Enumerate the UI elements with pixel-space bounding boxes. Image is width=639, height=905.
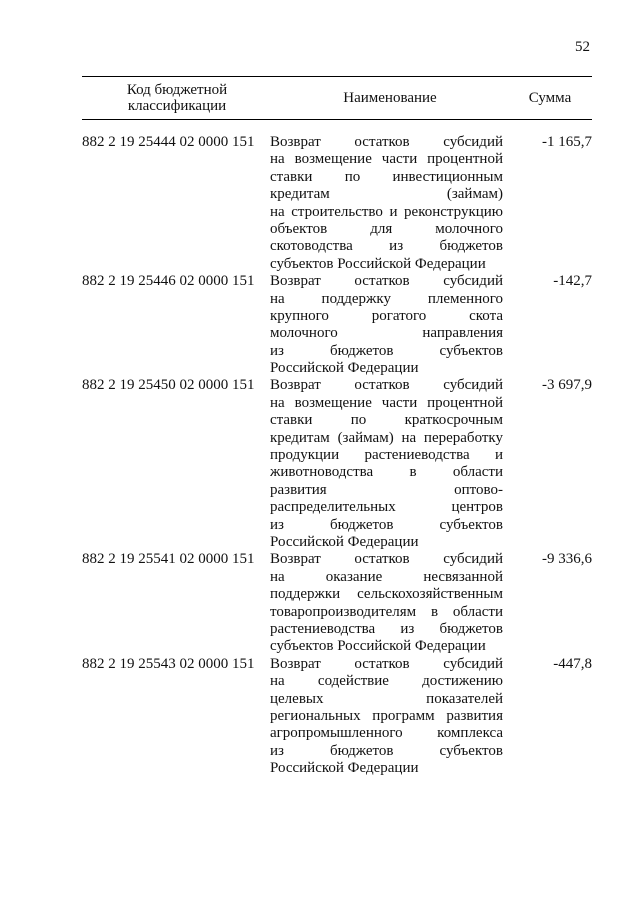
- row-name: [270, 551, 503, 655]
- header-sum: Сумма: [528, 90, 572, 106]
- table-row: [82, 377, 592, 551]
- row-name-line: кредитам (займам): [270, 186, 503, 203]
- row-name-line: целевых показателей: [270, 690, 503, 707]
- row-name: [270, 377, 503, 551]
- row-name-line: региональных программ развития: [270, 707, 503, 724]
- row-sum: -447,8: [553, 655, 592, 672]
- header-code: Код бюджетной классификации: [126, 82, 228, 114]
- row-sum: -142,7: [553, 273, 592, 290]
- row-sum: -3 697,9: [542, 377, 592, 394]
- row-code: 882 2 19 25446 02 0000 151: [82, 273, 255, 290]
- row-code: 882 2 19 25543 02 0000 151: [82, 655, 255, 672]
- row-code: 882 2 19 25541 02 0000 151: [82, 551, 255, 568]
- table-header: [82, 76, 592, 120]
- row-name-line: агропромышленного комплекса: [270, 725, 503, 742]
- row-name-line: кредитам (займам) на переработку: [270, 429, 503, 446]
- row-name-line: Возврат остатков субсидий: [270, 551, 503, 568]
- row-name-line: крупного рогатого скота: [270, 307, 503, 324]
- row-name-line: на содействие достижению: [270, 673, 503, 690]
- row-name-line: на строительство и реконструкцию: [270, 203, 503, 220]
- row-name-line: Возврат остатков субсидий: [270, 134, 503, 150]
- row-name-line: Российской Федерации: [270, 760, 419, 777]
- table-row: [82, 656, 592, 778]
- row-sum: -1 165,7: [542, 134, 592, 150]
- row-name-line: Возврат остатков субсидий: [270, 273, 503, 290]
- row-name-line: объектов для молочного: [270, 220, 503, 237]
- row-name-line: молочного направления: [270, 325, 503, 342]
- row-name-line: ставки по краткосрочным: [270, 412, 503, 429]
- row-name-line: Российской Федерации: [270, 533, 419, 550]
- row-name-line: поддержки сельскохозяйственным: [270, 586, 503, 603]
- page-number: 52: [575, 39, 590, 55]
- row-name-line: Возврат остатков субсидий: [270, 655, 503, 672]
- row-name-line: продукции растениеводства и: [270, 447, 503, 464]
- table-row: [82, 273, 592, 377]
- row-name-line: Возврат остатков субсидий: [270, 377, 503, 394]
- row-name-line: ставки по инвестиционным: [270, 168, 503, 185]
- table-row: [82, 551, 592, 655]
- row-name-line: на возмещение части процентной: [270, 151, 503, 168]
- row-name: [270, 134, 503, 273]
- row-name-line: на поддержку племенного: [270, 290, 503, 307]
- row-code: 882 2 19 25450 02 0000 151: [82, 377, 255, 394]
- row-name-line: на возмещение части процентной: [270, 394, 503, 411]
- row-name-line: из бюджетов субъектов: [270, 516, 503, 533]
- row-name-line: распределительных центров: [270, 499, 503, 516]
- row-sum: -9 336,6: [542, 551, 592, 568]
- row-name-line: субъектов Российской Федерации: [270, 255, 486, 272]
- table-body: [82, 134, 592, 777]
- row-name: [270, 273, 503, 377]
- row-name-line: развития оптово-: [270, 481, 503, 498]
- row-name-line: субъектов Российской Федерации: [270, 638, 486, 655]
- row-name-line: животноводства в области: [270, 464, 503, 481]
- row-code: 882 2 19 25444 02 0000 151: [82, 134, 255, 150]
- header-name: Наименование: [343, 90, 437, 106]
- table-row: [82, 134, 592, 273]
- row-name-line: растениеводства из бюджетов: [270, 620, 503, 637]
- row-name-line: на оказание несвязанной: [270, 568, 503, 585]
- row-name-line: скотоводства из бюджетов: [270, 238, 503, 255]
- row-name-line: Российской Федерации: [270, 360, 419, 377]
- row-name-line: товаропроизводителям в области: [270, 603, 503, 620]
- row-name: [270, 656, 503, 778]
- row-name-line: из бюджетов субъектов: [270, 342, 503, 359]
- row-name-line: из бюджетов субъектов: [270, 742, 503, 759]
